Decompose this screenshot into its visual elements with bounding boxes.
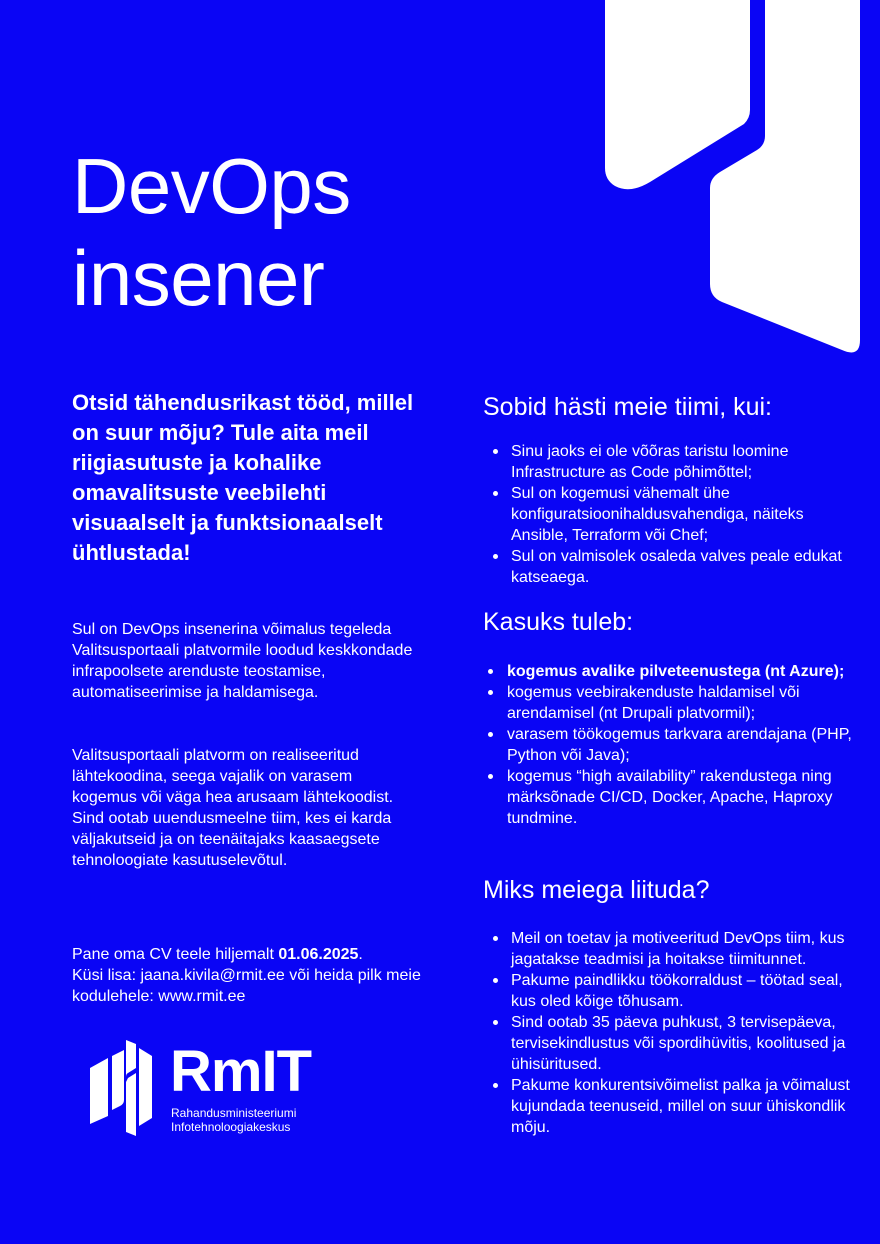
deco-shape-left	[605, 0, 750, 189]
list-item: Pakume konkurentsivõimelist palka ja võimalust kujundada teenuseid, millel on suur ühiskondlik mõju.	[483, 1075, 858, 1138]
rmit-logo-subtitle-line-1: Rahandusministeeriumi	[171, 1106, 297, 1120]
list-item: Pakume paindlikku töökorraldust – töötad seal, kus oled kõige tõhusam.	[483, 970, 858, 1012]
list-item: Meil on toetav ja motiveeritud DevOps tiim, kus jagatakse teadmisi ja hoitakse tiimitunnet.	[483, 928, 858, 970]
section-fit-heading: Sobid hästi meie tiimi, kui:	[483, 393, 773, 421]
list-item: kogemus veebirakenduste haldamisel või arendamisel (nt Drupali platvormil);	[483, 682, 858, 724]
section-why-list	[483, 928, 858, 1138]
section-bonus	[483, 607, 858, 829]
list-item: varasem töökogemus tarkvara arendajana (PHP, Python või Java);	[483, 724, 858, 766]
section-why	[483, 875, 858, 1138]
section-bonus-heading: Kasuks tuleb:	[483, 608, 634, 636]
section-why-heading: Miks meiega liituda?	[483, 876, 710, 904]
apply-paragraph	[72, 944, 432, 1007]
rmit-logo-subtitle-line-2: Infotehnoloogiakeskus	[171, 1120, 291, 1134]
apply-deadline: 01.06.2025	[278, 946, 359, 963]
apply-prefix: Pane oma CV teele hiljemalt	[72, 946, 279, 963]
intro-paragraph-1: Sul on DevOps insenerina võimalus tegeleda Valitsusportaali platvormile loodud keskkondade infrapoolsete arenduste teostamise, automatiseerimise ja haldamisega.	[72, 621, 413, 701]
section-fit-list	[483, 441, 858, 588]
lead-text: Otsid tähendusrikast tööd, millel on suur mõju? Tule aita meil riigiasutuste ja kohalike omavalitsuste veebilehti visuaalselt ja funktsionaalselt ühtlustada!	[72, 390, 414, 565]
section-fit	[483, 392, 858, 588]
title-line-2: insener	[72, 234, 325, 322]
rmit-logo-name: RmIT	[170, 1039, 311, 1104]
page-title	[72, 140, 351, 324]
title-line-1: DevOps	[72, 142, 351, 230]
list-item: Sul on valmisolek osaleda valves peale edukat katseaega.	[483, 546, 858, 588]
list-item: Sind ootab 35 päeva puhkust, 3 tervisepäeva, tervisekindlustus või spordihüvitis, koolitused ja ühisüritused.	[483, 1012, 858, 1075]
section-bonus-list	[483, 661, 858, 829]
apply-contact: Küsi lisa: jaana.kivila@rmit.ee või heida pilk meie kodulehele: www.rmit.ee	[72, 967, 421, 1005]
intro-paragraph-2: Valitsusportaali platvorm on realiseeritud lähtekoodina, seega vajalik on varasem kogemus või väga hea arusaam lähtekoodist. Sind ootab uuendusmeelne tiim, kes ei karda väljakutseid ja on teenäitajaks kaasaegsete tehnoloogiate kasutuselevõtul.	[72, 747, 394, 869]
apply-suffix: .	[358, 946, 363, 963]
list-item: kogemus “high availability” rakendustega ning märksõnade CI/CD, Docker, Apache, Haproxy tundmine.	[483, 766, 858, 829]
list-item: kogemus avalike pilveteenustega (nt Azure);	[483, 661, 858, 682]
intro-column	[72, 388, 432, 568]
list-item: Sul on kogemusi vähemalt ühe konfiguratsioonihaldusvahendiga, näiteks Ansible, Terraform või Chef;	[483, 483, 858, 546]
rmit-logo-subtitle	[171, 1106, 371, 1134]
rmit-logo-icon	[88, 1038, 158, 1138]
list-item: Sinu jaoks ei ole võõras taristu loomine Infrastructure as Code põhimõttel;	[483, 441, 858, 483]
